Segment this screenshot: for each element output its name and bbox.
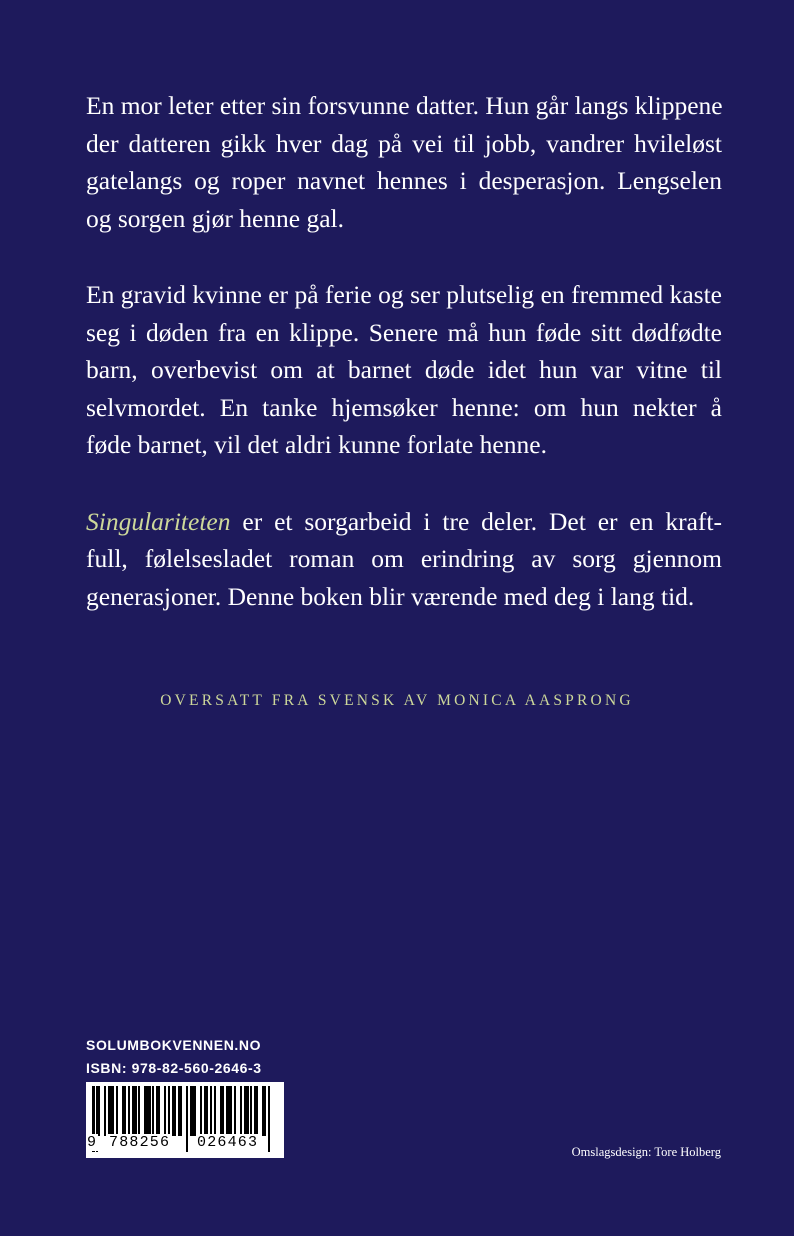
blurb-line: generasjoner. Denne boken blir værende med deg i lang tid.: [86, 581, 695, 611]
barcode-bar: [192, 1086, 194, 1136]
blurb-line: En gravid kvinne er på ferie og ser plutselig en fremmed kaste: [86, 280, 722, 309]
barcode-bar: [174, 1086, 176, 1136]
blurb-paragraph-3: [86, 503, 722, 616]
barcode-bar: [148, 1086, 151, 1136]
barcode-bar: [134, 1086, 137, 1136]
barcode-bar: [98, 1086, 100, 1136]
barcode-bar: [250, 1086, 252, 1136]
barcode-bar: [180, 1086, 182, 1136]
barcode-bar: [144, 1086, 146, 1136]
barcode-bar: [116, 1086, 118, 1136]
barcode-bar: [152, 1086, 154, 1136]
blurb-line: føde barnet, vil det aldri kunne forlate henne.: [86, 430, 547, 459]
book-title-italic: Singulariteten: [86, 506, 231, 536]
blurb-line: [86, 503, 722, 541]
blurb-line: En mor leter etter sin forsvunne datter. Hun går langs klippene: [86, 91, 723, 120]
barcode-bar: [246, 1086, 249, 1136]
barcode-bar: [228, 1086, 230, 1136]
barcode-bar: [138, 1086, 140, 1136]
blurb-paragraph-1: [86, 87, 722, 237]
isbn-number: ISBN: 978-82-560-2646-3: [86, 1060, 262, 1076]
blurb-line-text: er et sorgarbeid i tre deler. Det er en kraft-: [230, 506, 722, 536]
barcode-bar: [146, 1086, 148, 1136]
translator-credit: OVERSATT FRA SVENSK AV MONICA AASPRONG: [160, 692, 634, 709]
barcode: [86, 1082, 284, 1158]
barcode-bar: [158, 1086, 160, 1136]
blurb-line: der datteren gikk hver dag på vei til jobb, vandrer hvileløst: [86, 128, 722, 158]
barcode-bar: [256, 1086, 258, 1136]
barcode-bar: [200, 1086, 202, 1136]
blurb-line: gatelangs og roper navnet hennes i desperasjon. Lengselen: [86, 166, 722, 195]
barcode-bar: [240, 1086, 242, 1136]
barcode-bar: [110, 1086, 112, 1136]
blurb-paragraph-2: [86, 276, 722, 464]
barcode-bar: [108, 1086, 110, 1136]
barcode-bar: [156, 1086, 158, 1136]
barcode-bar: [128, 1086, 130, 1136]
barcode-bar: [268, 1086, 270, 1152]
blurb-line: full, følelsesladet roman om erindring av sorg gjennom: [86, 544, 722, 573]
blurb-line: selvmordet. En tanke hjemsøker henne: om hun nekter å: [86, 392, 722, 422]
barcode-bar: [172, 1086, 174, 1136]
barcode-bar: [178, 1086, 180, 1136]
barcode-bar: [122, 1086, 124, 1136]
barcode-bar: [168, 1086, 170, 1136]
barcode-bar: [222, 1086, 224, 1136]
barcode-bar: [104, 1086, 106, 1136]
blurb-line: og sorgen gjør henne gal.: [86, 203, 345, 233]
barcode-bar: [214, 1086, 216, 1136]
barcode-bar: [264, 1086, 266, 1136]
barcode-bar: [210, 1086, 212, 1136]
barcode-bar: [132, 1086, 134, 1136]
barcode-digits-right: 026463: [197, 1134, 259, 1151]
barcode-digits-left: 788256: [109, 1134, 171, 1151]
barcode-bar: [262, 1086, 264, 1136]
barcode-bar: [220, 1086, 222, 1136]
barcode-digit-first: 9: [87, 1134, 98, 1151]
barcode-bar: [112, 1086, 114, 1136]
barcode-bar: [206, 1086, 208, 1136]
barcode-bar: [226, 1086, 228, 1136]
barcode-bar: [254, 1086, 256, 1136]
barcode-bar: [230, 1086, 232, 1136]
barcode-bar: [244, 1086, 246, 1136]
barcode-bar: [124, 1086, 126, 1136]
barcode-bar: [194, 1086, 196, 1136]
cover-design-credit: Omslagsdesign: Tore Holberg: [571, 1145, 721, 1159]
blurb-line: seg i døden fra en klippe. Senere må hun føde sitt dødfødte: [86, 317, 722, 347]
blurb: [86, 87, 722, 654]
barcode-bar: [234, 1086, 236, 1136]
barcode-bar: [186, 1086, 188, 1152]
barcode-bar: [164, 1086, 166, 1136]
publisher-website: SOLUMBOKVENNEN.NO: [86, 1037, 262, 1053]
blurb-line: barn, overbevist om at barnet døde idet hun var vitne til: [86, 355, 722, 384]
